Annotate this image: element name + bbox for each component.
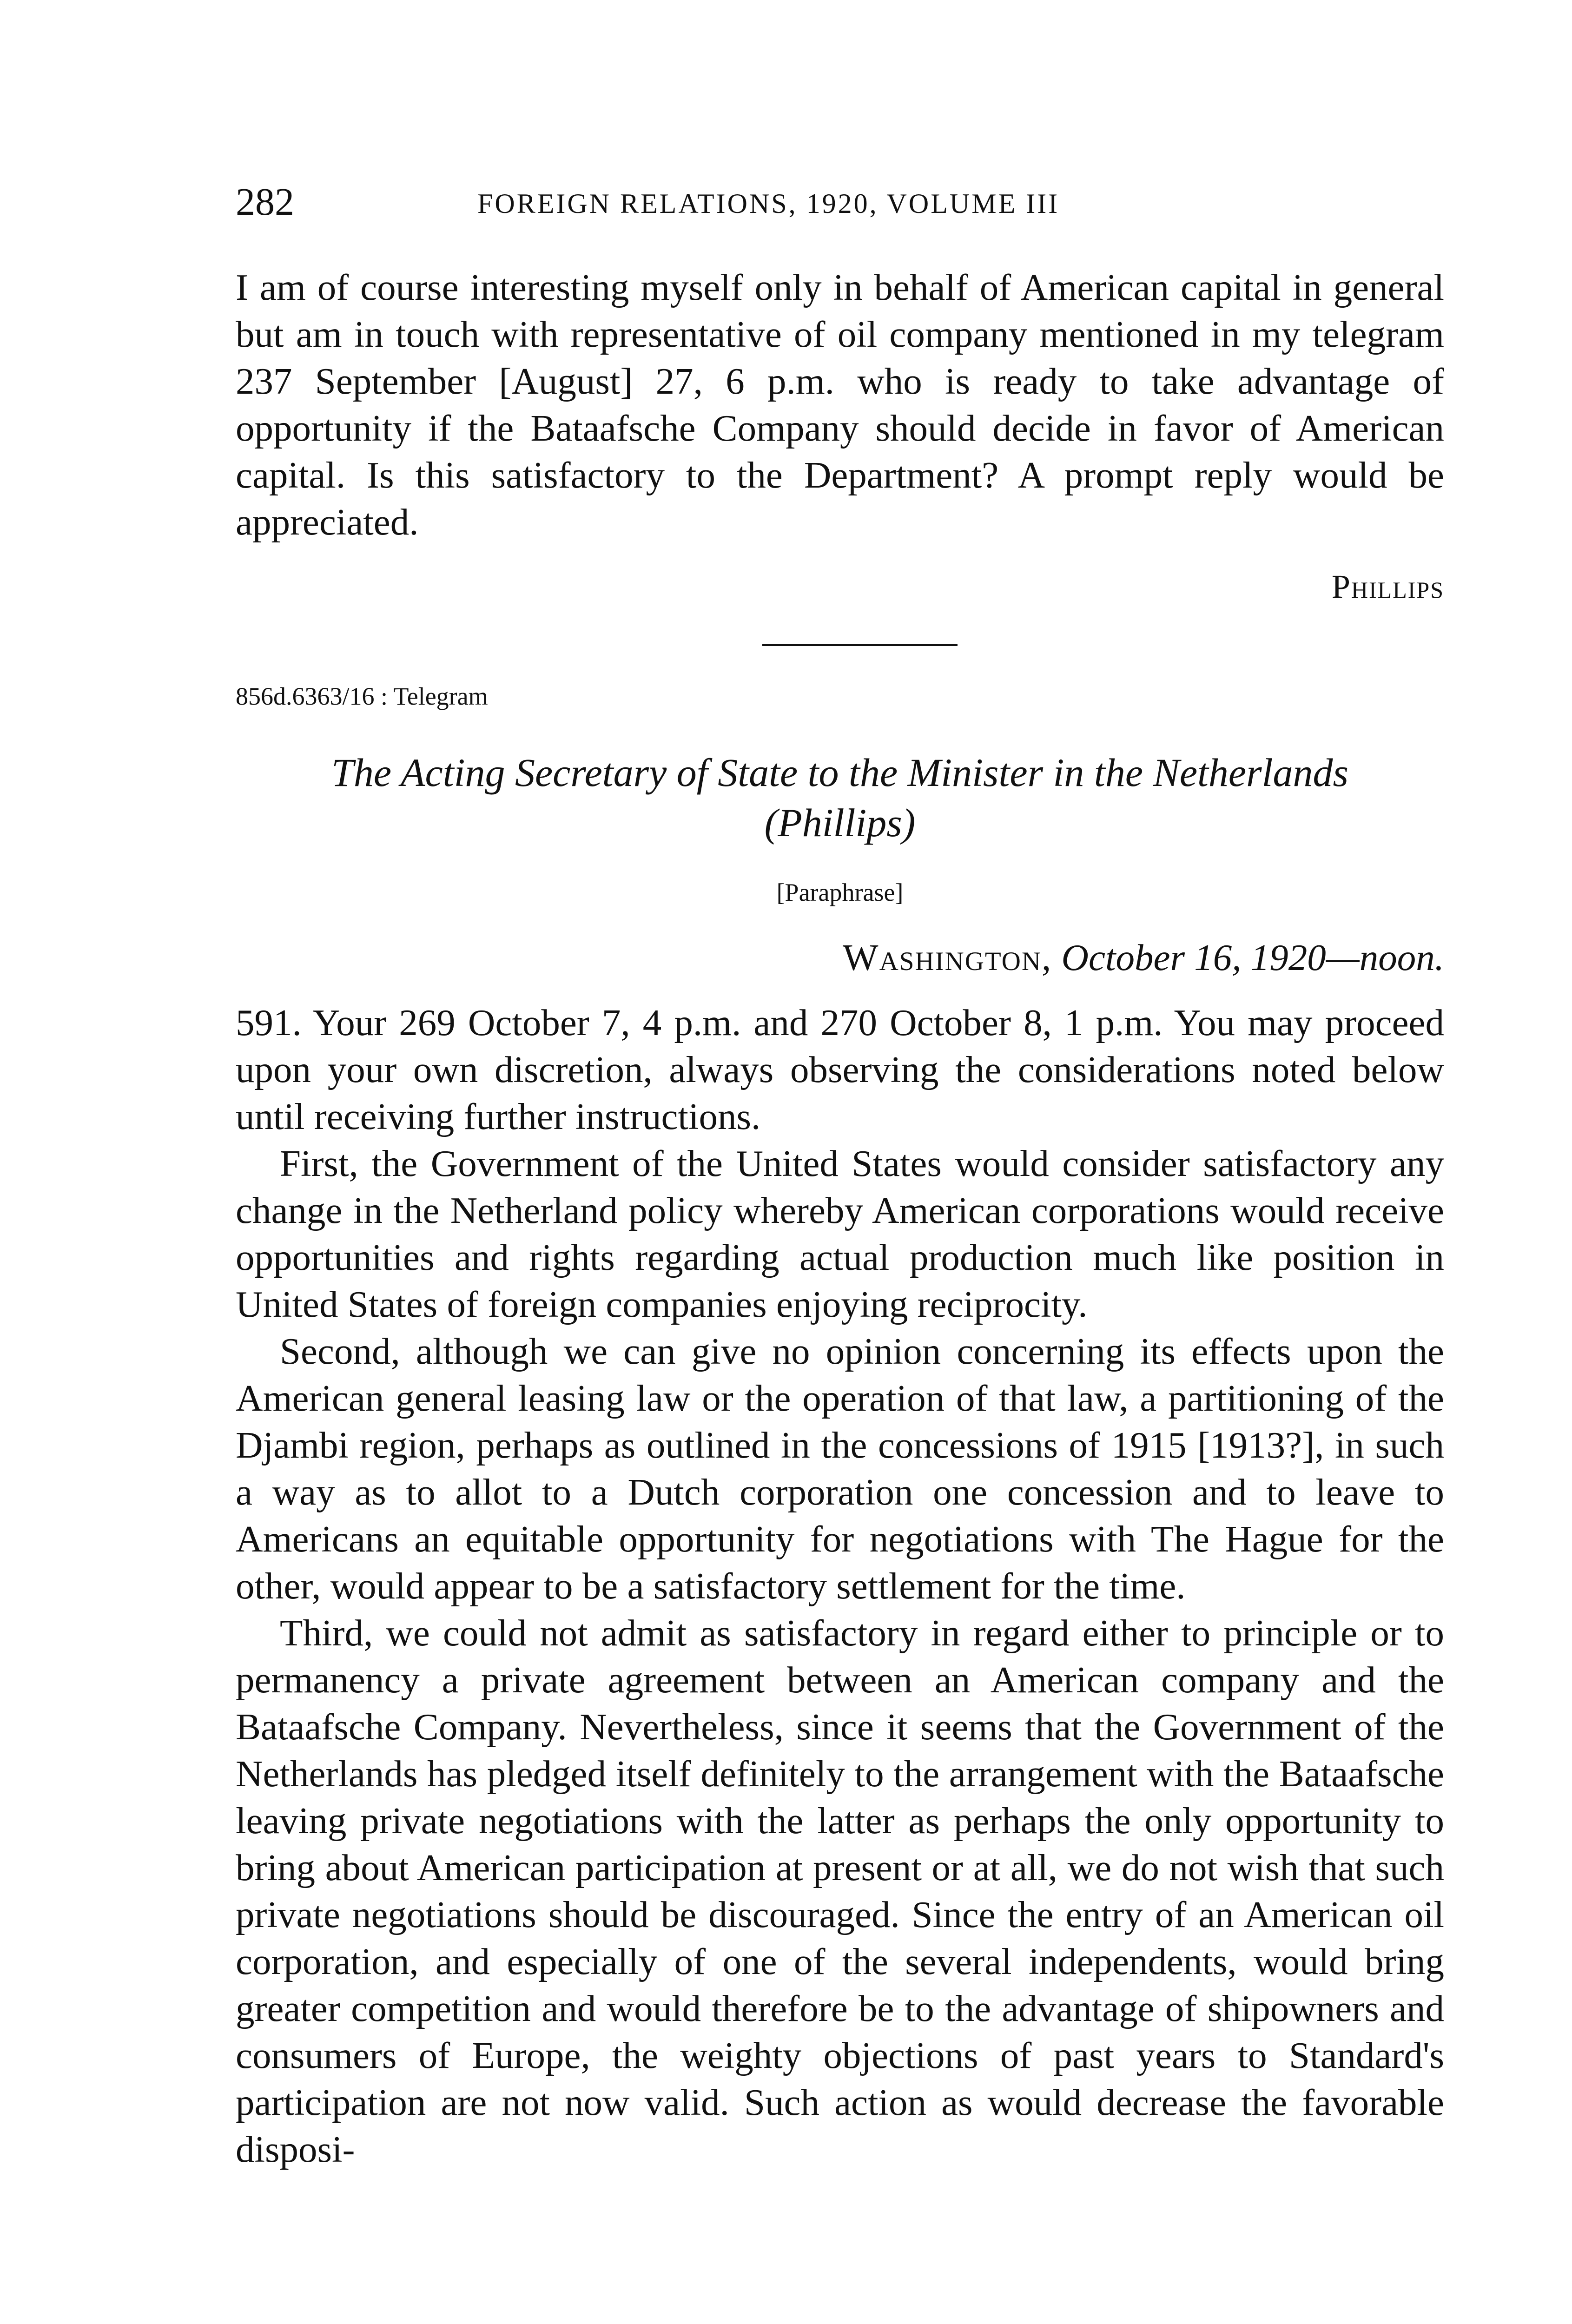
body-paragraph-4: Third, we could not admit as satisfactory in regard either to principle or to permanency a private agreement between an American company and the Bataafsche Company. Nevertheless, since it seems that the Government of the Netherlands has pledged itself definitely to the arrangement with the Bataafsche leaving private negotiations with the latter as perhaps the only opportunity to bring about American participation at present or at all, we do not wish that such private negotiations should be discouraged. Since the entry of an American oil corporation, and especially of one of the several independents, would bring greater competition and would therefore be to the advantage of shipowners and consumers of Europe, the weighty objections of past years to Standard's participation are not now valid. Such action as would decrease the favorable disposi- [236,1612,1444,2170]
running-title: FOREIGN RELATIONS, 1920, VOLUME III [477,188,1060,219]
file-reference: 856d.6363/16 : Telegram [236,682,488,710]
signature: Phillips [1331,568,1444,605]
section-divider [762,644,958,646]
heading-line-2: (Phillips) [764,800,916,845]
running-head [236,177,1444,228]
preceding-paragraph: I am of course interesting myself only in behalf of American capital in general but am in touch with representative of oil company mentioned in my telegram 237 September [August] 27, 6 p.m. who is ready to take advantage of opportunity if the Bataafsche Company should decide in favor of American capital. Is this satisfactory to the Department? A prompt reply would be appreciated. [236,266,1444,543]
dateline-date: October 16, 1920—noon. [1061,937,1444,978]
heading-line-1: The Acting Secretary of State to the Minister in the Netherlands [331,750,1348,795]
body-paragraph-1: 591. Your 269 October 7, 4 p.m. and 270 October 8, 1 p.m. You may proceed upon your own discretion, always observing the considerations noted below until receiving further instructions. [236,1002,1444,1137]
body-paragraph-3: Second, although we can give no opinion concerning its effects upon the American general leasing law or the operation of that law, a partitioning of the Djambi region, perhaps as outlined in the concessions of 1915 [1913?], in such a way as to allot to a Dutch corporation one concession and to leave to Americans an equitable opportunity for negotiations with The Hague for the other, would appear to be a satisfactory settlement for the time. [236,1330,1444,1607]
telegram-body [236,999,1444,2173]
dateline-place: Washington, [843,937,1052,978]
page-number: 282 [236,180,294,224]
body-paragraph-2: First, the Government of the United States would consider satisfactory any change in the Netherland policy whereby American corporations would receive opportunities and rights regarding actual production much like position in United States of foreign companies enjoying reciprocity. [236,1142,1444,1325]
document-heading [236,747,1444,848]
paraphrase-note: [Paraphrase] [776,878,904,906]
preceding-text [236,264,1444,546]
dateline [236,934,1444,981]
